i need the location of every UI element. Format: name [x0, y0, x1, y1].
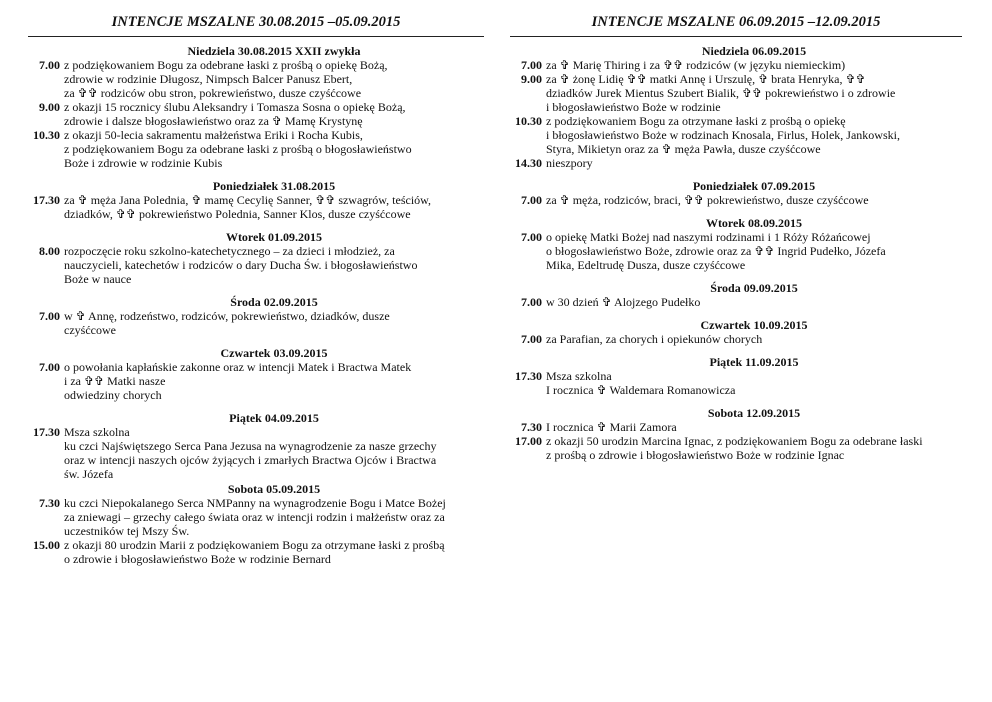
intention-line: o powołania kapłańskie zakonne oraz w intencji Matek i Bractwa Matek	[64, 360, 412, 374]
intention-line: Styra, Mikietyn oraz za ✞ męża Pawła, dusze czyśćcowe	[546, 142, 821, 156]
mass-time: 7.30	[521, 420, 542, 434]
intention-text	[64, 538, 484, 566]
intention-text	[546, 193, 962, 207]
intention-line: i za ✞✞ Matki nasze	[64, 374, 166, 388]
mass-time: 17.00	[515, 434, 542, 448]
mass-time: 17.30	[515, 369, 542, 383]
days-list	[510, 44, 962, 462]
day-heading: Wtorek 01.09.2015	[225, 230, 323, 244]
day-block	[28, 179, 484, 221]
intention-line: Boże w nauce	[64, 272, 132, 286]
mass-entry	[28, 193, 484, 221]
mass-time: 7.00	[39, 58, 60, 72]
mass-entry	[510, 230, 962, 272]
intention-text	[64, 193, 484, 221]
mass-time: 7.00	[521, 193, 542, 207]
day-heading: Sobota 12.09.2015	[707, 406, 801, 420]
intention-line: o opiekę Matki Bożej nad naszymi rodzinami i 1 Róży Różańcowej	[546, 230, 871, 244]
mass-entry	[510, 193, 962, 207]
intention-text	[546, 434, 962, 462]
mass-entry	[28, 244, 484, 286]
mass-time: 7.00	[521, 295, 542, 309]
day-heading: Sobota 05.09.2015	[227, 482, 321, 496]
intention-text	[64, 58, 484, 100]
day-heading: Piątek 04.09.2015	[229, 411, 319, 425]
day-block	[28, 346, 484, 402]
day-heading: Środa 09.09.2015	[710, 281, 798, 295]
mass-time: 9.00	[39, 100, 60, 114]
intention-text	[546, 369, 962, 397]
intention-line: I rocznica ✞ Marii Zamora	[546, 420, 677, 434]
intention-text	[64, 496, 484, 538]
mass-entry	[510, 156, 962, 170]
intention-text	[64, 244, 484, 286]
intention-line: z podziękowaniem Bogu za odebrane łaski z prośbą o błogosławieństwo	[64, 142, 412, 156]
day-heading: Środa 02.09.2015	[230, 295, 318, 309]
mass-entry	[510, 72, 962, 114]
right-column	[510, 14, 962, 471]
intention-line: z podziękowaniem Bogu za odebrane łaski z prośbą o opiekę Bożą,	[64, 58, 388, 72]
mass-entry	[510, 420, 962, 434]
left-column	[28, 14, 484, 575]
mass-time: 7.00	[521, 230, 542, 244]
intention-line: uczestników tej Mszy Św.	[64, 524, 190, 538]
intention-text	[546, 420, 962, 434]
day-block	[28, 230, 484, 286]
day-heading: Czwartek 03.09.2015	[220, 346, 328, 360]
day-block	[28, 295, 484, 337]
intention-text	[64, 309, 484, 337]
day-block	[510, 216, 962, 272]
day-block	[510, 281, 962, 309]
day-heading: Czwartek 10.09.2015	[700, 318, 808, 332]
intention-line: czyśćcowe	[64, 323, 116, 337]
mass-time: 17.30	[33, 193, 60, 207]
intention-line: Boże i zdrowie w rodzinie Kubis	[64, 156, 223, 170]
mass-entry	[28, 58, 484, 100]
intention-text	[546, 72, 962, 114]
intention-text	[64, 100, 484, 128]
intention-line: z okazji 50-lecia sakramentu małżeństwa Eriki i Rocha Kubis,	[64, 128, 363, 142]
intention-line: zdrowie i dalsze błogosławieństwo oraz za ✞ Mamę Krystynę	[64, 114, 363, 128]
intention-text	[546, 114, 962, 156]
days-list	[28, 44, 484, 566]
intention-line: w ✞ Annę, rodzeństwo, rodziców, pokrewieństwo, dziadków, dusze	[64, 309, 390, 323]
intention-line: z okazji 50 urodzin Marcina Ignac, z podziękowaniem Bogu za odebrane łaski	[546, 434, 923, 448]
day-block	[510, 318, 962, 346]
intention-line: Msza szkolna	[64, 425, 130, 439]
mass-entry	[28, 538, 484, 566]
intention-line: dziadków Jurek Mientus Szubert Bialik, ✞✞ pokrewieństwo i o zdrowie	[546, 86, 896, 100]
mass-time: 7.30	[39, 496, 60, 510]
day-block	[28, 44, 484, 170]
day-heading: Wtorek 08.09.2015	[705, 216, 803, 230]
mass-entry	[28, 100, 484, 128]
intention-line: za zniewagi – grzechy całego świata oraz w intencji rodzin i małżeństw oraz za	[64, 510, 445, 524]
intention-line: św. Józefa	[64, 467, 114, 481]
intention-line: za ✞✞ rodziców obu stron, pokrewieństwo, dusze czyśćcowe	[64, 86, 362, 100]
mass-entry	[510, 369, 962, 397]
day-block	[510, 44, 962, 170]
intention-line: ku czci Najświętszego Serca Pana Jezusa na wynagrodzenie za nasze grzechy	[64, 439, 437, 453]
mass-time: 7.00	[39, 360, 60, 374]
mass-time: 10.30	[515, 114, 542, 128]
mass-time: 7.00	[521, 332, 542, 346]
intention-line: za ✞ męża, rodziców, braci, ✞✞ pokrewieństwo, dusze czyśćcowe	[546, 193, 869, 207]
intention-line: oraz w intencji naszych ojców żyjących i zmarłych Bractwa Ojców i Bractwa	[64, 453, 437, 467]
intention-line: I rocznica ✞ Waldemara Romanowicza	[546, 383, 736, 397]
day-heading: Niedziela 06.09.2015	[701, 44, 807, 58]
day-block	[28, 411, 484, 481]
day-block	[510, 406, 962, 462]
intention-line: Msza szkolna	[546, 369, 612, 383]
intention-text	[546, 295, 962, 309]
intention-text	[64, 128, 484, 170]
intention-line: z okazji 80 urodzin Marii z podziękowaniem Bogu za otrzymane łaski z prośbą	[64, 538, 445, 552]
intention-text	[546, 332, 962, 346]
intention-line: rozpoczęcie roku szkolno-katechetycznego – za dzieci i młodzież, za	[64, 244, 395, 258]
intention-line: zdrowie w rodzinie Długosz, Nimpsch Balcer Panusz Ebert,	[64, 72, 353, 86]
intention-line: nieszpory	[546, 156, 593, 170]
mass-entry	[28, 309, 484, 337]
day-heading: Niedziela 30.08.2015 XXII zwykła	[187, 44, 361, 58]
day-heading: Poniedziałek 07.09.2015	[692, 179, 816, 193]
day-heading: Piątek 11.09.2015	[709, 355, 799, 369]
day-block	[510, 355, 962, 397]
intention-line: nauczycieli, katechetów i rodziców o dary Ducha Św. i błogosławieństwo	[64, 258, 418, 272]
mass-entry	[510, 295, 962, 309]
mass-entry	[510, 58, 962, 72]
intention-text	[546, 156, 962, 170]
intention-line: i błogosławieństwo Boże w rodzinie	[546, 100, 721, 114]
day-block	[510, 179, 962, 207]
intention-line: i błogosławieństwo Boże w rodzinach Knosala, Firlus, Holek, Jankowski,	[546, 128, 900, 142]
day-heading: Poniedziałek 31.08.2015	[212, 179, 336, 193]
intention-line: o zdrowie i błogosławieństwo Boże w rodzinie Bernard	[64, 552, 331, 566]
mass-entry	[28, 360, 484, 402]
column-title: INTENCJE MSZALNE 30.08.2015 –05.09.2015	[28, 14, 484, 37]
intention-line: odwiedziny chorych	[64, 388, 162, 402]
intention-line: za ✞ Marię Thiring i za ✞✞ rodziców (w języku niemieckim)	[546, 58, 846, 72]
intention-line: o błogosławieństwo Boże, zdrowie oraz za ✞✞ Ingrid Pudełko, Józefa	[546, 244, 886, 258]
intention-text	[64, 425, 484, 481]
mass-entry	[28, 128, 484, 170]
mass-time: 10.30	[33, 128, 60, 142]
mass-time: 17.30	[33, 425, 60, 439]
intention-line: za ✞ żonę Lidię ✞✞ matki Annę i Urszulę, ✞ brata Henryka, ✞✞	[546, 72, 866, 86]
mass-time: 9.00	[521, 72, 542, 86]
mass-entry	[510, 434, 962, 462]
mass-entry	[28, 496, 484, 538]
mass-entry	[510, 114, 962, 156]
mass-entry	[28, 425, 484, 481]
mass-time: 8.00	[39, 244, 60, 258]
intention-line: dziadków, ✞✞ pokrewieństwo Polednia, Sanner Klos, dusze czyśćcowe	[64, 207, 411, 221]
column-title: INTENCJE MSZALNE 06.09.2015 –12.09.2015	[510, 14, 962, 37]
intention-line: za ✞ męża Jana Polednia, ✞ mamę Cecylię Sanner, ✞✞ szwagrów, teściów,	[64, 193, 432, 207]
intention-line: z okazji 15 rocznicy ślubu Aleksandry i Tomasza Sosna o opiekę Bożą,	[64, 100, 406, 114]
intention-text	[546, 230, 962, 272]
intention-line: Mika, Edeltrudę Dusza, dusze czyśćcowe	[546, 258, 746, 272]
intention-text	[64, 360, 484, 402]
intention-text	[546, 58, 962, 72]
intention-line: ku czci Niepokalanego Serca NMPanny na wynagrodzenie Bogu i Matce Bożej	[64, 496, 446, 510]
day-block	[28, 482, 484, 566]
intention-line: z prośbą o zdrowie i błogosławieństwo Boże w rodzinie Ignac	[546, 448, 845, 462]
intention-line: za Parafian, za chorych i opiekunów chorych	[546, 332, 763, 346]
mass-time: 7.00	[521, 58, 542, 72]
intention-line: w 30 dzień ✞ Alojzego Pudełko	[546, 295, 701, 309]
mass-entry	[510, 332, 962, 346]
mass-time: 7.00	[39, 309, 60, 323]
mass-time: 14.30	[515, 156, 542, 170]
mass-time: 15.00	[33, 538, 60, 552]
intention-line: z podziękowaniem Bogu za otrzymane łaski z prośbą o opiekę	[546, 114, 846, 128]
